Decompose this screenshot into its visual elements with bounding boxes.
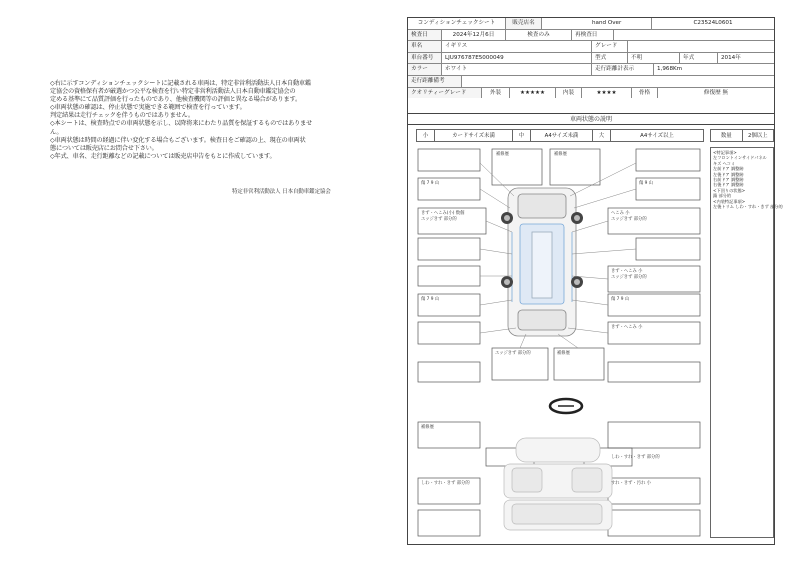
legend-mid: 中 <box>513 130 531 141</box>
remark-line: 左前ドア 調整跡 <box>713 166 744 172</box>
inspection-notes <box>50 80 365 161</box>
type-value: 不明 <box>628 53 680 64</box>
legend-large: 大 <box>593 130 611 141</box>
type-label: 型式 <box>592 53 628 64</box>
remark-line: キズ ヘコミ <box>713 160 736 166</box>
exterior-stars: ★★★★★ <box>510 88 556 99</box>
label-fender-left: 補修歴 <box>496 152 509 157</box>
label-door-right2-1: きず・へこみ 小 <box>611 269 643 274</box>
car-top-view <box>508 188 576 336</box>
color-value: ホワイト <box>442 64 592 75</box>
label-tail-right: きず・へこみ 小 <box>611 325 643 330</box>
label-bumper-left: エッジきず 部分的 <box>495 351 531 356</box>
label-interior-right-2: すれ・きず・汚れ 小 <box>611 481 652 486</box>
remark-line: 左後トリム しわ・すれ・きず 部分的 <box>713 204 783 210</box>
quality-label: クオリティーグレード <box>408 88 482 99</box>
label-rear-left: 傷 7 9 山 <box>421 181 440 186</box>
legend-small: 小 <box>417 130 435 141</box>
remark-line: 右後ドア 調整跡 <box>713 182 744 188</box>
label-interior-left-bottom: しわ・すれ・きず 部分的 <box>421 481 470 486</box>
label-door-left-2: エッジきず 部分的 <box>421 217 457 222</box>
label-door-right-1: へこみ 小 <box>611 211 630 216</box>
car-interior-view <box>504 438 612 530</box>
repair-history: 修復歴 無 <box>703 89 729 96</box>
vehicle-diagram <box>408 18 708 544</box>
remark-line: 錆 部分的 <box>713 193 732 199</box>
legend-mid-desc: A4サイズ未満 <box>531 130 593 141</box>
box-left-rear <box>418 266 480 286</box>
label-door-left-1: きず・へこみ(小) 数個 <box>421 211 465 216</box>
inspect-type: 検査のみ <box>506 30 572 41</box>
quantity-legend <box>710 129 774 142</box>
vin-label: 車台番号 <box>408 53 442 64</box>
note-line: ん。 <box>50 128 63 136</box>
box-interior-left-last <box>418 510 480 536</box>
frame-label: 骨格 <box>632 88 658 99</box>
sheet-number: C23524L0601 <box>693 20 733 26</box>
mileage-label: 走行距離計表示 <box>592 64 654 75</box>
issuer-name: 特定非営利活動法人 日本自動車鑑定協会 <box>232 189 331 195</box>
box-front-right <box>636 149 700 171</box>
remarks-panel <box>710 147 783 538</box>
remark-line: 左後ドア 調整跡 <box>713 171 744 177</box>
sheet-title: コンディションチェックシート <box>408 18 506 29</box>
inspect-date-label: 検査日 <box>408 30 442 41</box>
box-interior-right-last <box>608 510 700 536</box>
box-right-mid <box>636 238 700 260</box>
dealer-label: 販売店名 <box>506 18 542 29</box>
color-label: カラー <box>408 64 442 75</box>
note-line: ◇右に示すコンディションチェックシートに記載される車両は、特定非営利活動法人日本自動車鑑 <box>50 80 311 87</box>
label-door-right2-2: エッジきず 部分的 <box>611 275 647 280</box>
note-line: ◇車両状態は時間の経過に伴い変化する場合もございます。検査日をご確認の上、現在の車両状 <box>50 136 306 144</box>
quantity-label: 数量 <box>711 130 743 141</box>
box-left-bottom <box>418 362 480 382</box>
interior-stars: ★★★★ <box>582 88 632 99</box>
vin-value: LJU976787E5000049 <box>442 53 592 64</box>
condition-check-sheet <box>407 17 783 545</box>
remark-line: 右前ドア 調整跡 <box>713 177 744 183</box>
note-line: 判定結果は走行チェックを伴うものではありません。 <box>50 112 194 120</box>
remark-line: 左フロントインサイドパネル <box>713 155 767 161</box>
grade-label: グレード <box>592 41 628 52</box>
note-line: 定協会の資格保有者が厳選かつ公平な検査を行い特定非営利活動法人日本自動車鑑定協会の <box>50 88 296 96</box>
box-front-left <box>418 149 480 171</box>
legend-small-desc: カードサイズ未満 <box>435 130 513 141</box>
label-interior-right-1: しわ・すれ・きず 部分的 <box>611 455 660 460</box>
year-value: 2014年 <box>721 54 741 61</box>
year-label: 年式 <box>680 53 718 64</box>
model-label: 車名 <box>408 41 442 52</box>
remark-line: <下回りの状態> <box>713 187 746 193</box>
label-interior-left-top: 補修歴 <box>421 425 434 430</box>
label-quarter-right: 傷 7 9 山 <box>611 297 630 302</box>
note-line: 態については販売店にお問合せ下さい。 <box>50 144 158 152</box>
quantity-value: 2個以上 <box>747 133 768 139</box>
note-line: 定める基準にて品質評価を行ったものであり、他検査機関等の評価と異なる場合があります。 <box>50 96 301 104</box>
interior-label: 内装 <box>556 88 582 99</box>
box-interior-right-top <box>608 422 700 448</box>
legend-large-desc: A4サイズ以上 <box>640 133 674 139</box>
reinspect-label: 再検査日 <box>572 30 614 41</box>
label-bumper-right: 補修歴 <box>557 351 570 356</box>
box-right-bottom <box>608 362 700 382</box>
note-line: ◇車両状態の確認は、停止状態で実施できる範囲で検査を行っています。 <box>50 104 246 112</box>
remark-line: <特記事項> <box>713 150 737 155</box>
dealer-value: hand Over <box>542 18 652 29</box>
label-quarter-left: 傷 7 9 山 <box>421 297 440 302</box>
mileage-note-label: 走行距離備考 <box>408 76 462 87</box>
inspect-date: 2024年12月6日 <box>442 30 506 41</box>
section-title: 車両状態の説明 <box>408 113 774 125</box>
box-left-tail <box>418 322 480 344</box>
exterior-label: 外装 <box>482 88 510 99</box>
note-line: ◇本シートは、検査時点での車両状態を示し、以降将来にわたり品質を保証するものではありませ <box>50 120 313 128</box>
remark-line: <内装特記事項> <box>713 198 746 204</box>
note-line: ◇年式、車名、走行距離などの記載については販売店申告をもとに作成しています。 <box>50 152 276 160</box>
label-rear-right: 傷 9 山 <box>639 181 654 186</box>
steering-wheel-icon <box>550 399 582 413</box>
model-value: イギリス <box>442 41 592 52</box>
label-fender-right: 補修歴 <box>554 152 567 157</box>
label-door-right-2: エッジきず 部分的 <box>611 217 647 222</box>
box-left-mid <box>418 238 480 260</box>
mileage-value: 1,968Km <box>657 66 683 73</box>
